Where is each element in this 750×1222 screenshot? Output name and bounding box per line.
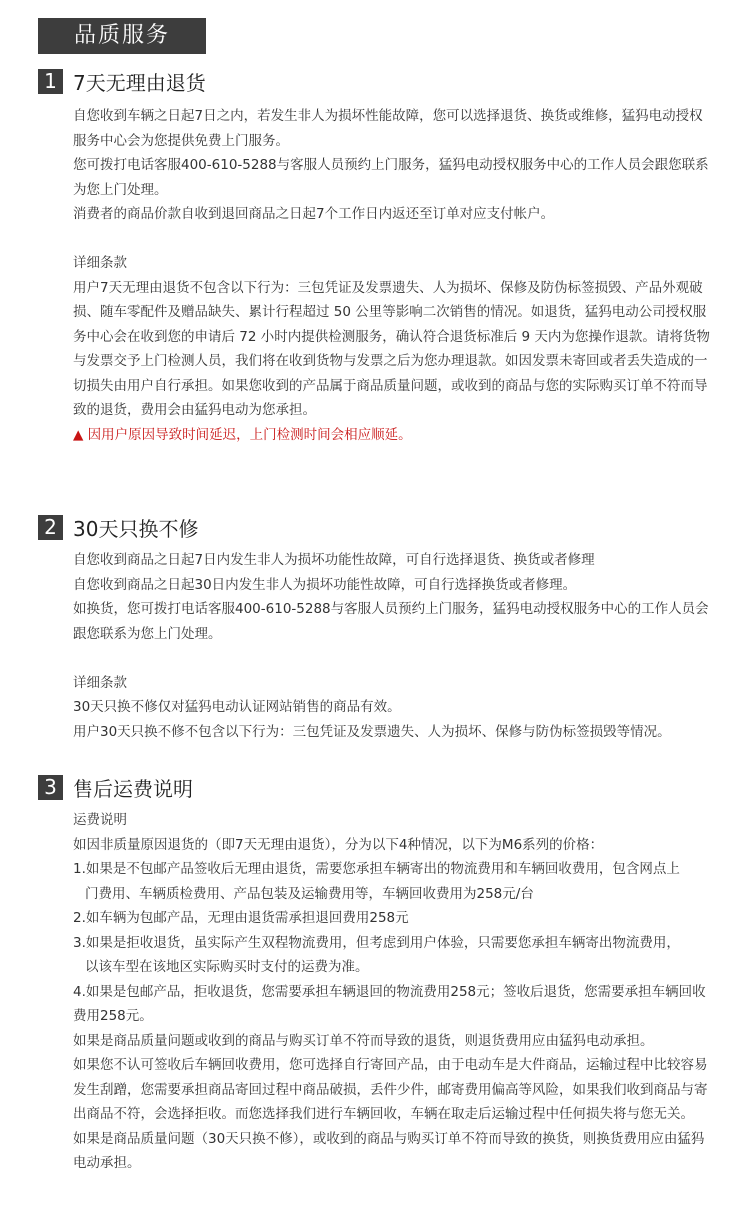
section-1-paragraph: 您可拨打电话客服400-610-5288与客服人员预约上门服务，猛犸电动授权服务中心的工作人员会跟您联系为您上门处理。 — [73, 157, 709, 198]
section-3-quality-para: 如果是商品质量问题或收到的商品与购买订单不符而导致的退货，则退货费用应由猛犸电动承担。 — [73, 1032, 654, 1049]
section-3-item-3-cont: 以该车型在该地区实际购买时支付的运费为准。 — [85, 959, 369, 975]
page-title: 品质服务 — [38, 18, 206, 54]
section-1-title: 7天无理由退货 — [73, 71, 206, 95]
section-3-item-4: 4.如果是包邮产品，拒收退货，您需要承担车辆退回的物流费用258元；签收后退货，您需要承担车辆回收费用258元。 — [73, 983, 706, 1024]
section-3-refuse-para: 如果您不认可签收后车辆回收费用，您可选择自行寄回产品，由于电动车是大件商品，运输过程中比较容易发生刮蹭，您需要承担商品寄回过程中商品破损，丢件少件，邮寄费用偏高等风险，如果我们收到商品与寄出商品不符，会选择拒收。而您选择我们进行车辆回收，车辆在取走后运输过程中任何损失将与您无关。 — [73, 1057, 708, 1122]
section-1-detail-heading: 详细条款 — [73, 255, 127, 271]
section-1-number: 1 — [38, 69, 63, 94]
section-3-body — [73, 808, 713, 1176]
section-3-header — [38, 773, 193, 802]
section-3-item-3: 3.如果是拒收退货，虽实际产生双程物流费用，但考虑到用户体验，只需要您承担车辆寄出物流费用， — [73, 934, 680, 951]
section-2-paragraph: 自您收到商品之日起7日内发生非人为损坏功能性故障，可自行选择退货、换货或者修理 — [73, 552, 595, 568]
section-2-title: 30天只换不修 — [73, 517, 199, 541]
section-3-item-1-cont: 门费用、车辆质检费用、产品包装及运输费用等，车辆回收费用为258元/台 — [85, 885, 534, 902]
section-1-body — [73, 104, 713, 447]
section-3-intro: 如因非质量原因退货的（即7天无理由退货），分为以下4种情况，以下为M6系列的价格： — [73, 836, 604, 853]
section-3-item-1: 1.如果是不包邮产品签收后无理由退货，需要您承担车辆寄出的物流费用和车辆回收费用，包含网点上 — [73, 861, 680, 877]
section-2-detail-line: 30天只换不修仅对猛犸电动认证网站销售的商品有效。 — [73, 699, 401, 715]
section-3-sub-heading: 运费说明 — [73, 812, 127, 828]
section-3-item-2: 2.如车辆为包邮产品，无理由退货需承担退回费用258元 — [73, 910, 409, 926]
section-2-detail-heading: 详细条款 — [73, 674, 127, 691]
section-1-detail-text: 用户7天无理由退货不包含以下行为：三包凭证及发票遗失、人为损坏、保修及防伪标签损毁、产品外观破损、随车零配件及赠品缺失、累计行程超过 50 公里等影响二次销售的情况。如退货，猛犸电动公司授权服务中心会在收到您的申请后 72 小时内提供检测服务，确认符合退货标准后 9 天内为您操作退款。请将货物与发票交予上门检测人员，我们将在收到货物与发票之后为您办理退款。如因发票未寄回或者丢失造成的一切损失由用户自行承担。如果您收到的产品属于商品质量问题，或收到的商品与您的实际购买订单不符而导致的退货，费用会由猛犸电动为您承担。 — [73, 279, 710, 418]
section-2-body — [73, 548, 713, 744]
section-2-paragraph: 自您收到商品之日起30日内发生非人为损坏功能性故障，可自行选择换货或者修理。 — [73, 576, 577, 593]
section-2-paragraph: 如换货，您可拨打电话客服400-610-5288与客服人员预约上门服务，猛犸电动授权服务中心的工作人员会跟您联系为您上门处理。 — [73, 601, 709, 642]
section-1-paragraph: 消费者的商品价款自收到退回商品之日起7个工作日内返还至订单对应支付帐户。 — [73, 206, 555, 222]
section-3-title: 售后运费说明 — [73, 777, 193, 801]
delay-warning: ▲ 因用户原因导致时间延迟，上门检测时间会相应顺延。 — [73, 426, 412, 443]
section-1-paragraph: 自您收到车辆之日起7日之内，若发生非人为损坏性能故障，您可以选择退货、换货或维修，猛犸电动授权服务中心会为您提供免费上门服务。 — [73, 108, 703, 149]
section-2-header — [38, 513, 198, 542]
section-2-detail-line: 用户30天只换不修不包含以下行为：三包凭证及发票遗失、人为损坏、保修与防伪标签损毁等情况。 — [73, 723, 671, 740]
section-2-number: 2 — [38, 515, 63, 540]
section-1-header — [38, 67, 206, 96]
section-3-number: 3 — [38, 775, 63, 800]
section-3-exchange-para: 如果是商品质量问题（30天只换不修），或收到的商品与购买订单不符而导致的换货，则换货费用应由猛犸电动承担。 — [73, 1130, 705, 1171]
